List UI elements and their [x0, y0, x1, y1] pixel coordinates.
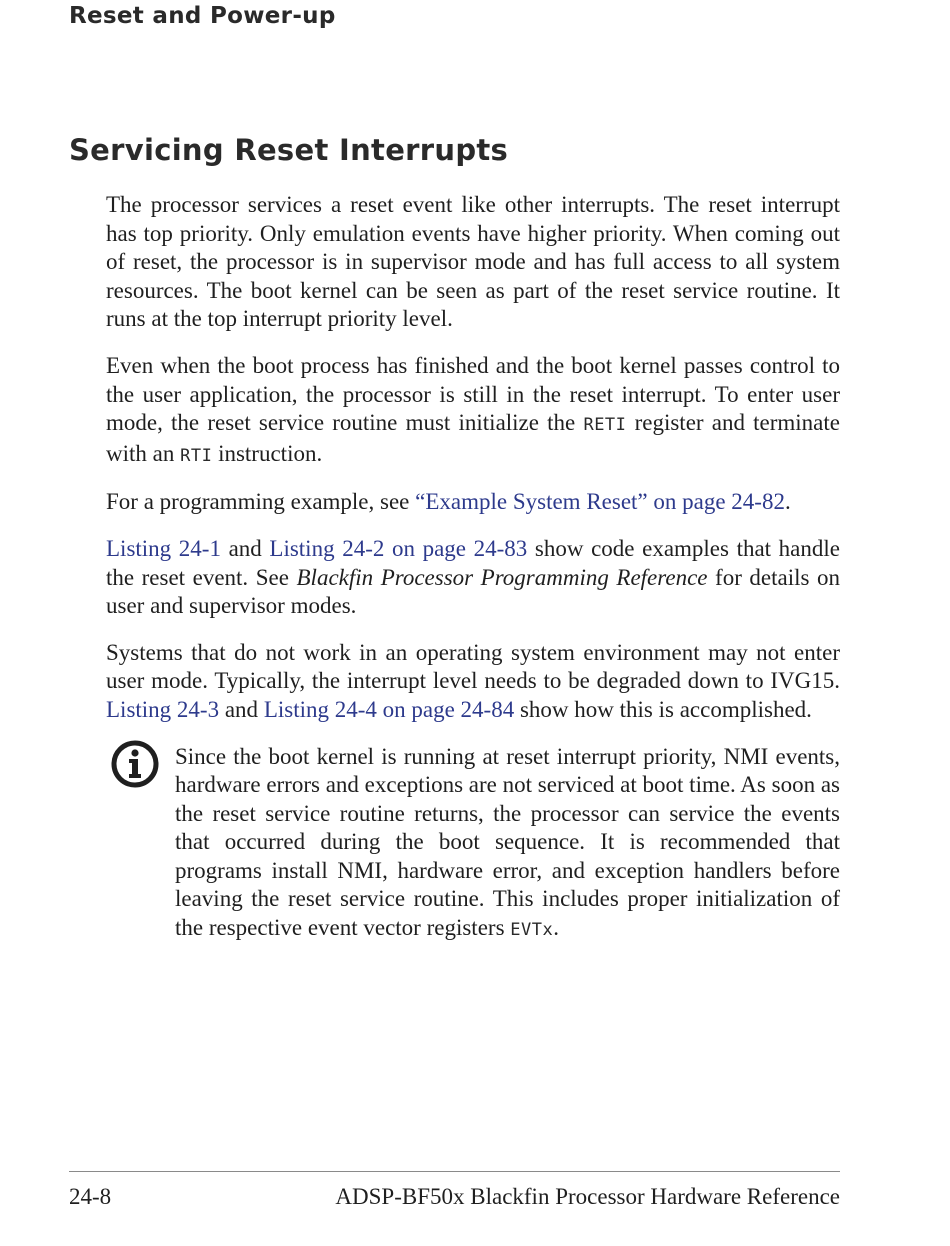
info-icon — [110, 739, 160, 789]
link-listing-24-1[interactable]: Listing 24-1 — [106, 535, 221, 561]
paragraph-2-text: Even when the boot process has finished and the boot kernel passes control to the user application, the processor is still in the reset interrupt. To enter user mode, the reset service routine must initialize the — [106, 352, 840, 436]
section-title: Servicing Reset Interrupts — [69, 133, 509, 167]
paragraph-3-text: For a programming example, see — [106, 489, 416, 515]
note-text-end: . — [553, 915, 559, 941]
instruction-rti: RTI — [180, 445, 213, 466]
paragraph-4-text: and — [220, 535, 270, 561]
paragraph-2-text: instruction. — [212, 440, 323, 466]
footer-divider — [69, 1171, 840, 1172]
paragraph-4 — [106, 535, 840, 621]
paragraph-5 — [106, 639, 840, 725]
note-text — [175, 743, 840, 945]
page-number: 24-8 — [69, 1184, 112, 1209]
paragraph-5-text: and — [219, 696, 264, 722]
info-note — [106, 743, 840, 945]
link-listing-24-2[interactable]: Listing 24-2 on page 24-83 — [269, 535, 528, 561]
paragraph-4-text: show code examples that handle the reset event. See — [106, 535, 840, 590]
register-reti: RETI — [583, 415, 627, 436]
note-text-body: Since the boot kernel is running at reset interrupt priority, NMI events, hardware errors and exceptions are not serviced at boot time. As soon as the reset service routine returns, the processor can service the events that occurred during the boot sequence. It is recommended that programs install NMI, hardware error, and exception handlers before leaving the reset service routine. This includes proper initialization of the respective event vector registers — [175, 743, 840, 941]
register-evtx: EVTx — [510, 920, 554, 941]
paragraph-2 — [106, 352, 840, 470]
paragraph-5-text: show how this is accomplished. — [514, 696, 812, 722]
link-example-system-reset[interactable]: “Example System Reset” on page 24-82 — [415, 489, 785, 515]
paragraph-4-text: for details on user and supervisor modes. — [106, 564, 841, 619]
paragraph-1: The processor services a reset event like other interrupts. The reset interrupt has top priority. Only emulation events have higher priority. When coming out of reset, the processor is in supervisor mode and has full access to all system resources. The boot kernel can be seen as part of the reset service routine. It runs at the top interrupt priority level. — [106, 192, 840, 332]
link-listing-24-4[interactable]: Listing 24-4 on page 24-84 — [263, 696, 515, 722]
paragraph-3 — [106, 488, 840, 517]
body-text — [106, 191, 840, 945]
running-head: Reset and Power-up — [69, 3, 336, 29]
document-title: ADSP-BF50x Blackfin Processor Hardware Reference — [335, 1184, 840, 1209]
link-listing-24-3[interactable]: Listing 24-3 — [106, 696, 220, 722]
paragraph-2-text: register and terminate with an — [106, 410, 840, 466]
paragraph-5-text: Systems that do not work in an operating system environment may not enter user mode. Typically, the interrupt level needs to be degraded down to IVG15. — [106, 639, 840, 694]
paragraph-3-text: . — [784, 489, 791, 515]
book-title: Blackfin Processor Programming Reference — [296, 564, 708, 590]
